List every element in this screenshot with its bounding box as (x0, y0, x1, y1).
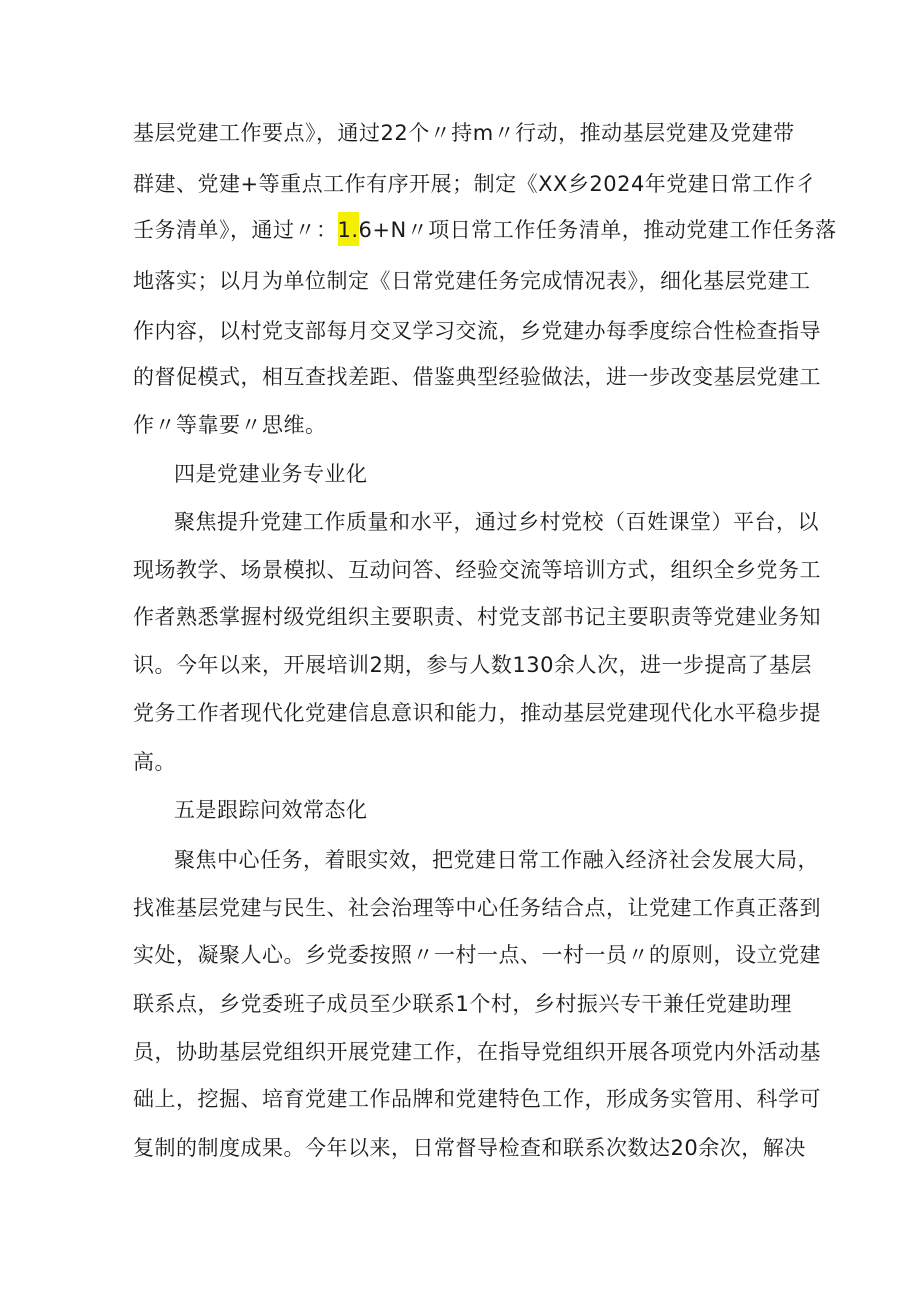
section-heading-5: 五是跟踪问效常态化 (174, 798, 368, 822)
body-line-12: 党务工作者现代化党建信息意识和能力，推动基层党建现代化水平稳步提 (133, 701, 821, 725)
body-line-11: 识。今年以来，开展培训2期，参与人数130余人次，进一步提高了基层 (133, 653, 812, 677)
line3-after: 6+N (358, 218, 407, 242)
highlighted-text: 1. (338, 212, 359, 246)
body-line-7: 作〃等靠要〃思维。 (133, 413, 327, 437)
body-line-1: 基层党建工作要点》，通过22个〃持m〃行动，推动基层党建及党建带 (133, 121, 795, 145)
body-line-5: 作内容，以村党支部每月交叉学习交流，乡党建办每季度综合性检查指导 (133, 319, 821, 343)
body-line-9: 现场教学、场景模拟、互动问答、经验交流等培训方式，组织全乡党务工 (133, 558, 821, 582)
body-line-3 (133, 216, 837, 244)
body-line-14: 聚焦中心任务，着眼实效，把党建日常工作融入经济社会发展大局， (174, 848, 819, 872)
line3-before: 壬务清单》，通过〃： (133, 218, 338, 242)
body-line-15: 找准基层党建与民生、社会治理等中心任务结合点，让党建工作真正落到 (133, 896, 821, 920)
body-line-8: 聚焦提升党建工作质量和水平，通过乡村党校（百姓课堂）平台，以 (174, 510, 819, 534)
section-heading-4: 四是党建业务专业化 (174, 462, 368, 486)
body-line-2: 群建、党建+等重点工作有序开展；制定《XX乡2024年党建日常工作彳 (133, 172, 817, 196)
body-line-18: 员，协助基层党组织开展党建工作，在指导党组织开展各项党内外活动基 (133, 1040, 821, 1064)
body-line-13: 高。 (133, 750, 176, 774)
body-line-17: 联系点，乡党委班子成员至少联系1个村，乡村振兴专干兼任党建助理 (133, 992, 792, 1016)
body-line-19: 础上，挖掘、培育党建工作品牌和党建特色工作，形成务实管用、科学可 (133, 1087, 821, 1111)
body-line-10: 作者熟悉掌握村级党组织主要职责、村党支部书记主要职责等党建业务知 (133, 605, 821, 629)
body-line-20: 复制的制度成果。今年以来，日常督导检查和联系次数达20余次，解决 (133, 1136, 806, 1160)
body-line-16: 实处，凝聚人心。乡党委按照〃一村一点、一村一员〃的原则，设立党建 (133, 943, 821, 967)
body-line-6: 的督促模式，相互查找差距、借鉴典型经验做法，进一步改变基层党建工 (133, 365, 821, 389)
body-line-4: 地落实；以月为单位制定《日常党建任务完成情况表》，细化基层党建工 (133, 269, 811, 293)
line3-rest: 〃项日常工作任务清单，推动党建工作任务落 (406, 218, 837, 242)
